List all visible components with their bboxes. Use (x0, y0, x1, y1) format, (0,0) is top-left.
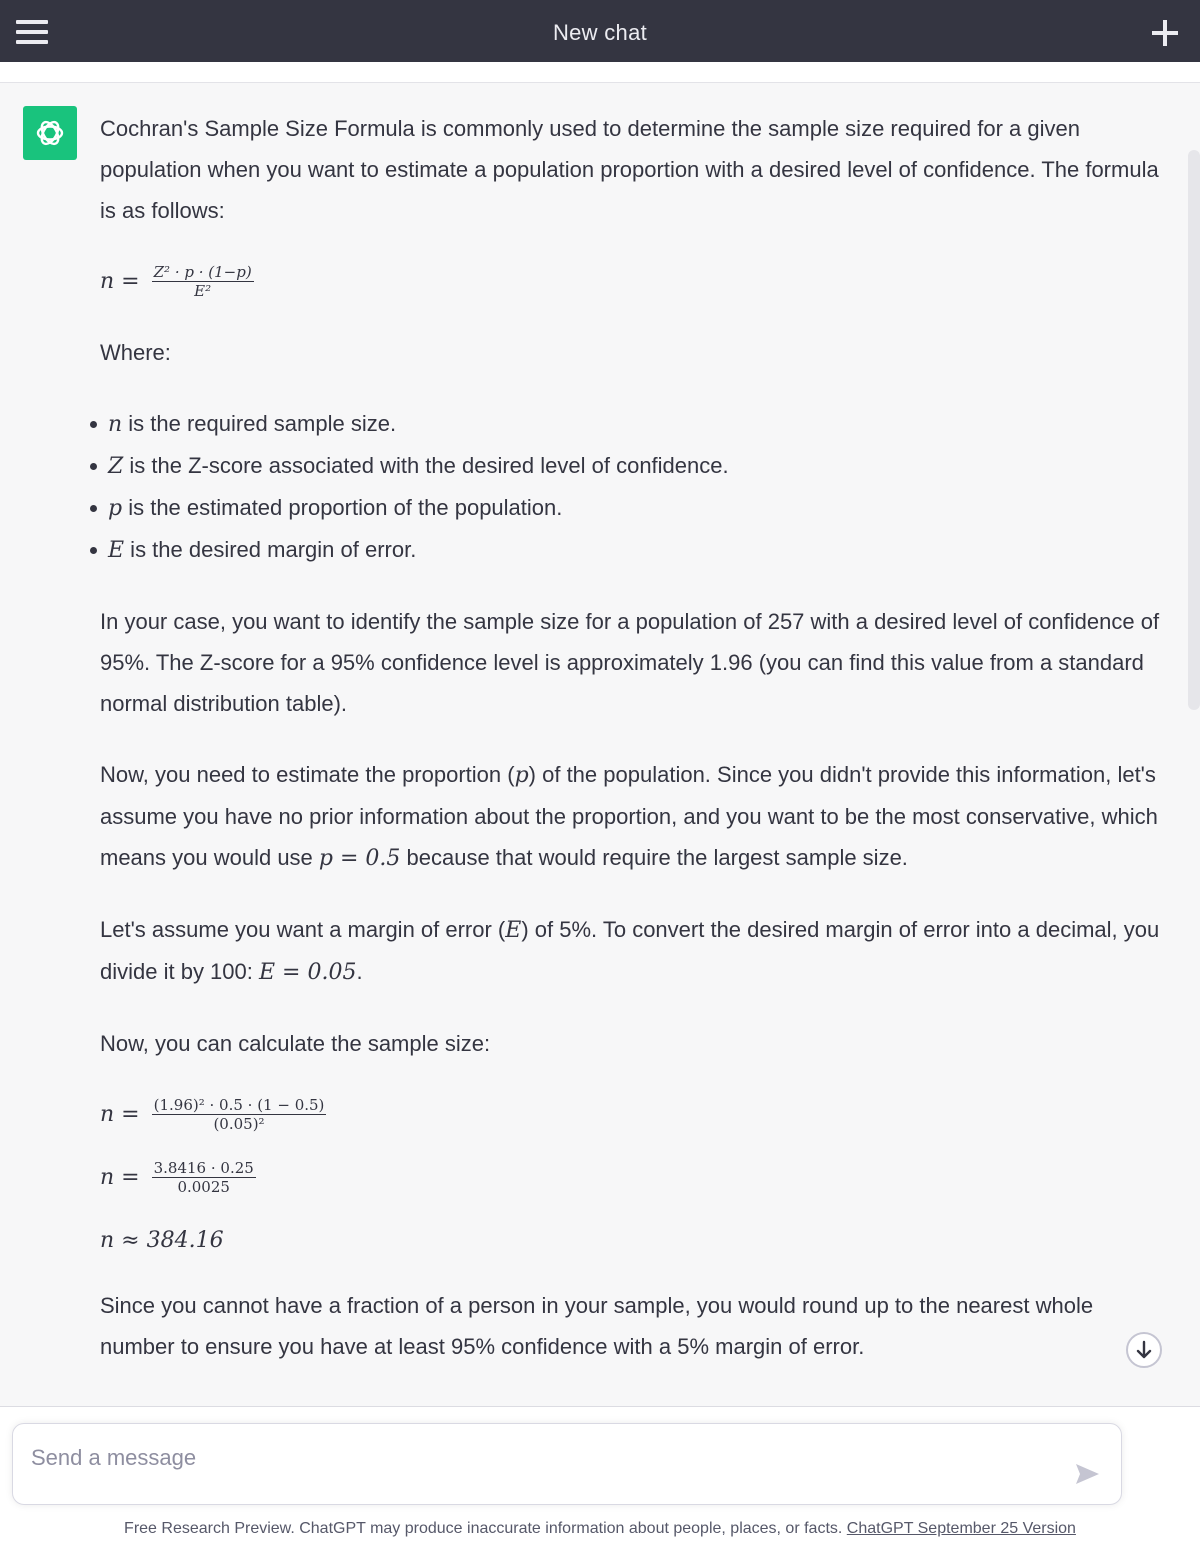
version-link[interactable]: ChatGPT September 25 Version (846, 1520, 1076, 1537)
footer-disclaimer: Free Research Preview. ChatGPT may produce inaccurate information about people, places, or facts. ChatGPT September 25 Version (124, 1520, 1076, 1537)
calc2-fraction: $\frac{3.8416 \cdot 0.25}{0.0025}$ (153, 1159, 254, 1196)
formula-denominator: E² (194, 282, 212, 300)
page-title: New chat (552, 20, 648, 45)
message-input[interactable] (29, 1444, 1033, 1472)
arrow-down-icon (1128, 1334, 1160, 1366)
message-intro: Cochran's Sample Size Formula is commonly used to determine the sample size required for a given population when you want to estimate a population proportion with a desired level of confidence. The formula is as follows: (100, 116, 1159, 223)
paragraph-proportion: Now, you need to estimate the proportion (p) of the population. Since you didn't provide this information, let's assume you have no prior information about the proportion, and you want to be the most conservative, which means you would use p = 0.5 because that would require the largest sample size. (100, 762, 1158, 871)
composer-area (0, 1406, 1200, 1554)
formula-fraction (152, 263, 254, 300)
calculation-step-2: n = $\frac{3.8416 \cdot 0.25}{0.0025}$ (100, 1159, 254, 1196)
calculation-step-1: n = $\frac{\text{(1.96)² · 0.5 · (1 − 0.5)}}{\text{(0.05)²}}$ (100, 1096, 325, 1133)
send-button[interactable] (1073, 1460, 1101, 1488)
formula-lhs: n = (100, 269, 140, 294)
header-divider (0, 62, 1200, 83)
list-item: p is the estimated proportion of the population. (88, 487, 1160, 529)
plus-icon[interactable] (1152, 20, 1178, 46)
calc1-fraction: $\frac{\text{(1.96)² · 0.5 · (1 − 0.5)}}{\text{(0.05)²}}$ (153, 1096, 325, 1133)
list-item: n is the required sample size. (88, 403, 1160, 445)
cochran-formula (100, 261, 1160, 302)
formula-numerator: Z² · p · (1−p) (153, 263, 252, 281)
send-icon (1073, 1460, 1101, 1488)
assistant-avatar (23, 106, 77, 160)
list-item: E is the desired margin of error. (88, 529, 1160, 571)
where-label: Where: (100, 340, 171, 365)
paragraph-calculate: Now, you can calculate the sample size: (100, 1031, 491, 1056)
paragraph-margin: Let's assume you want a margin of error (E) of 5%. To convert the desired margin of error into a decimal, you divide it by 100: E = 0.05. (100, 917, 1160, 985)
calculation-result: n ≈ 384.16 (100, 1228, 224, 1253)
list-item: Z is the Z-score associated with the desired level of confidence. (88, 445, 1160, 487)
paragraph-confidence: In your case, you want to identify the sample size for a population of 257 with a desired level of confidence of 95%. The Z-score for a 95% confidence level is approximately 1.96 (you can find this value from a standard normal distribution table). (100, 609, 1160, 716)
scroll-down-button[interactable] (1126, 1332, 1162, 1368)
scrollbar[interactable] (1188, 150, 1200, 710)
variable-list (88, 403, 1160, 571)
top-bar (0, 0, 1200, 62)
message-composer (12, 1423, 1122, 1505)
openai-logo-icon (33, 116, 67, 150)
paragraph-rounding: Since you cannot have a fraction of a person in your sample, you would round up to the nearest whole number to ensure you have at least 95% confidence with a 5% margin of error. (100, 1293, 1094, 1359)
assistant-message (100, 108, 1160, 1397)
